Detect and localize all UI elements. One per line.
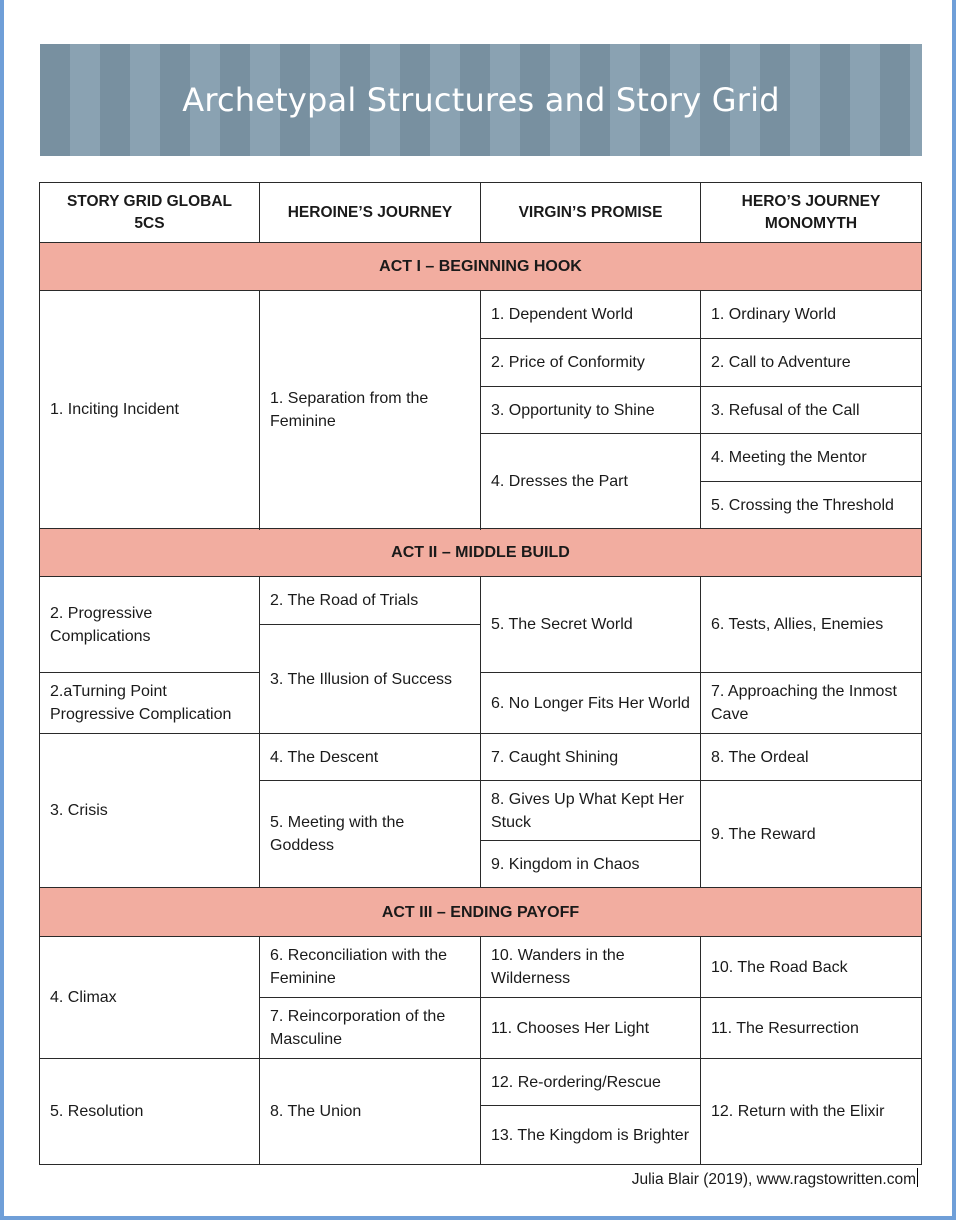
title-banner [40,44,922,156]
table-row [40,673,922,734]
virgin-cell: 10. Wanders in the Wilderness [481,937,701,998]
act-row [40,888,922,937]
header-hero: HERO’S JOURNEY MONOMYTH [701,183,922,243]
hero-cell: 9. The Reward [701,781,922,888]
story-grid-cell: 5. Resolution [40,1059,260,1165]
heroine-cell: 8. The Union [260,1059,481,1165]
heroine-cell: 1. Separation from the Feminine [260,291,481,529]
heroine-cell: 5. Meeting with the Goddess [260,781,481,888]
hero-cell: 10. The Road Back [701,937,922,998]
story-grid-cell: 4. Climax [40,937,260,1059]
story-grid-cell: 2. Progressive Complications [40,577,260,673]
hero-cell: 5. Crossing the Threshold [701,482,922,529]
virgin-cell: 4. Dresses the Part [481,434,701,529]
hero-cell: 2. Call to Adventure [701,339,922,387]
story-grid-cell: 1. Inciting Incident [40,291,260,529]
act-1-label: ACT I – BEGINNING HOOK [40,243,922,291]
header-row [40,183,922,243]
heroine-cell: 4. The Descent [260,734,481,781]
heroine-cell: 2. The Road of Trials [260,577,481,625]
act-2-label: ACT II – MIDDLE BUILD [40,529,922,577]
virgin-cell: 3. Opportunity to Shine [481,387,701,434]
heroine-cell: 7. Reincorporation of the Masculine [260,998,481,1059]
virgin-cell: 5. The Secret World [481,577,701,673]
structures-table [39,182,922,1165]
credit-text: Julia Blair (2019), www.ragstowritten.com [631,1171,916,1188]
heroine-cell: 3. The Illusion of Success [260,625,481,734]
virgin-cell: 12. Re-ordering/Rescue [481,1059,701,1106]
table-row [40,291,922,339]
act-row [40,529,922,577]
text-cursor [917,1168,918,1187]
credit-line [632,1168,918,1189]
page-title: Archetypal Structures and Story Grid [182,81,780,119]
story-grid-cell: 2.aTurning Point Progressive Complication [40,673,260,734]
virgin-cell: 6. No Longer Fits Her World [481,673,701,734]
act-3-label: ACT III – ENDING PAYOFF [40,888,922,937]
hero-cell: 12. Return with the Elixir [701,1059,922,1165]
header-heroine: HEROINE’S JOURNEY [260,183,481,243]
hero-cell: 3. Refusal of the Call [701,387,922,434]
virgin-cell: 13. The Kingdom is Brighter [481,1106,701,1165]
virgin-cell: 2. Price of Conformity [481,339,701,387]
virgin-cell: 8. Gives Up What Kept Her Stuck [481,781,701,841]
virgin-cell: 9. Kingdom in Chaos [481,841,701,888]
heroine-cell: 6. Reconciliation with the Feminine [260,937,481,998]
virgin-cell: 1. Dependent World [481,291,701,339]
table-row [40,577,922,625]
hero-cell: 11. The Resurrection [701,998,922,1059]
virgin-cell: 11. Chooses Her Light [481,998,701,1059]
hero-cell: 4. Meeting the Mentor [701,434,922,482]
table-row [40,1059,922,1106]
virgin-cell: 7. Caught Shining [481,734,701,781]
act-row [40,243,922,291]
hero-cell: 6. Tests, Allies, Enemies [701,577,922,673]
table-row [40,937,922,998]
hero-cell: 1. Ordinary World [701,291,922,339]
story-grid-cell: 3. Crisis [40,734,260,888]
hero-cell: 7. Approaching the Inmost Cave [701,673,922,734]
table-row [40,734,922,781]
hero-cell: 8. The Ordeal [701,734,922,781]
header-story-grid: STORY GRID GLOBAL 5CS [40,183,260,243]
document-page [4,0,952,1216]
header-virgin: VIRGIN’S PROMISE [481,183,701,243]
